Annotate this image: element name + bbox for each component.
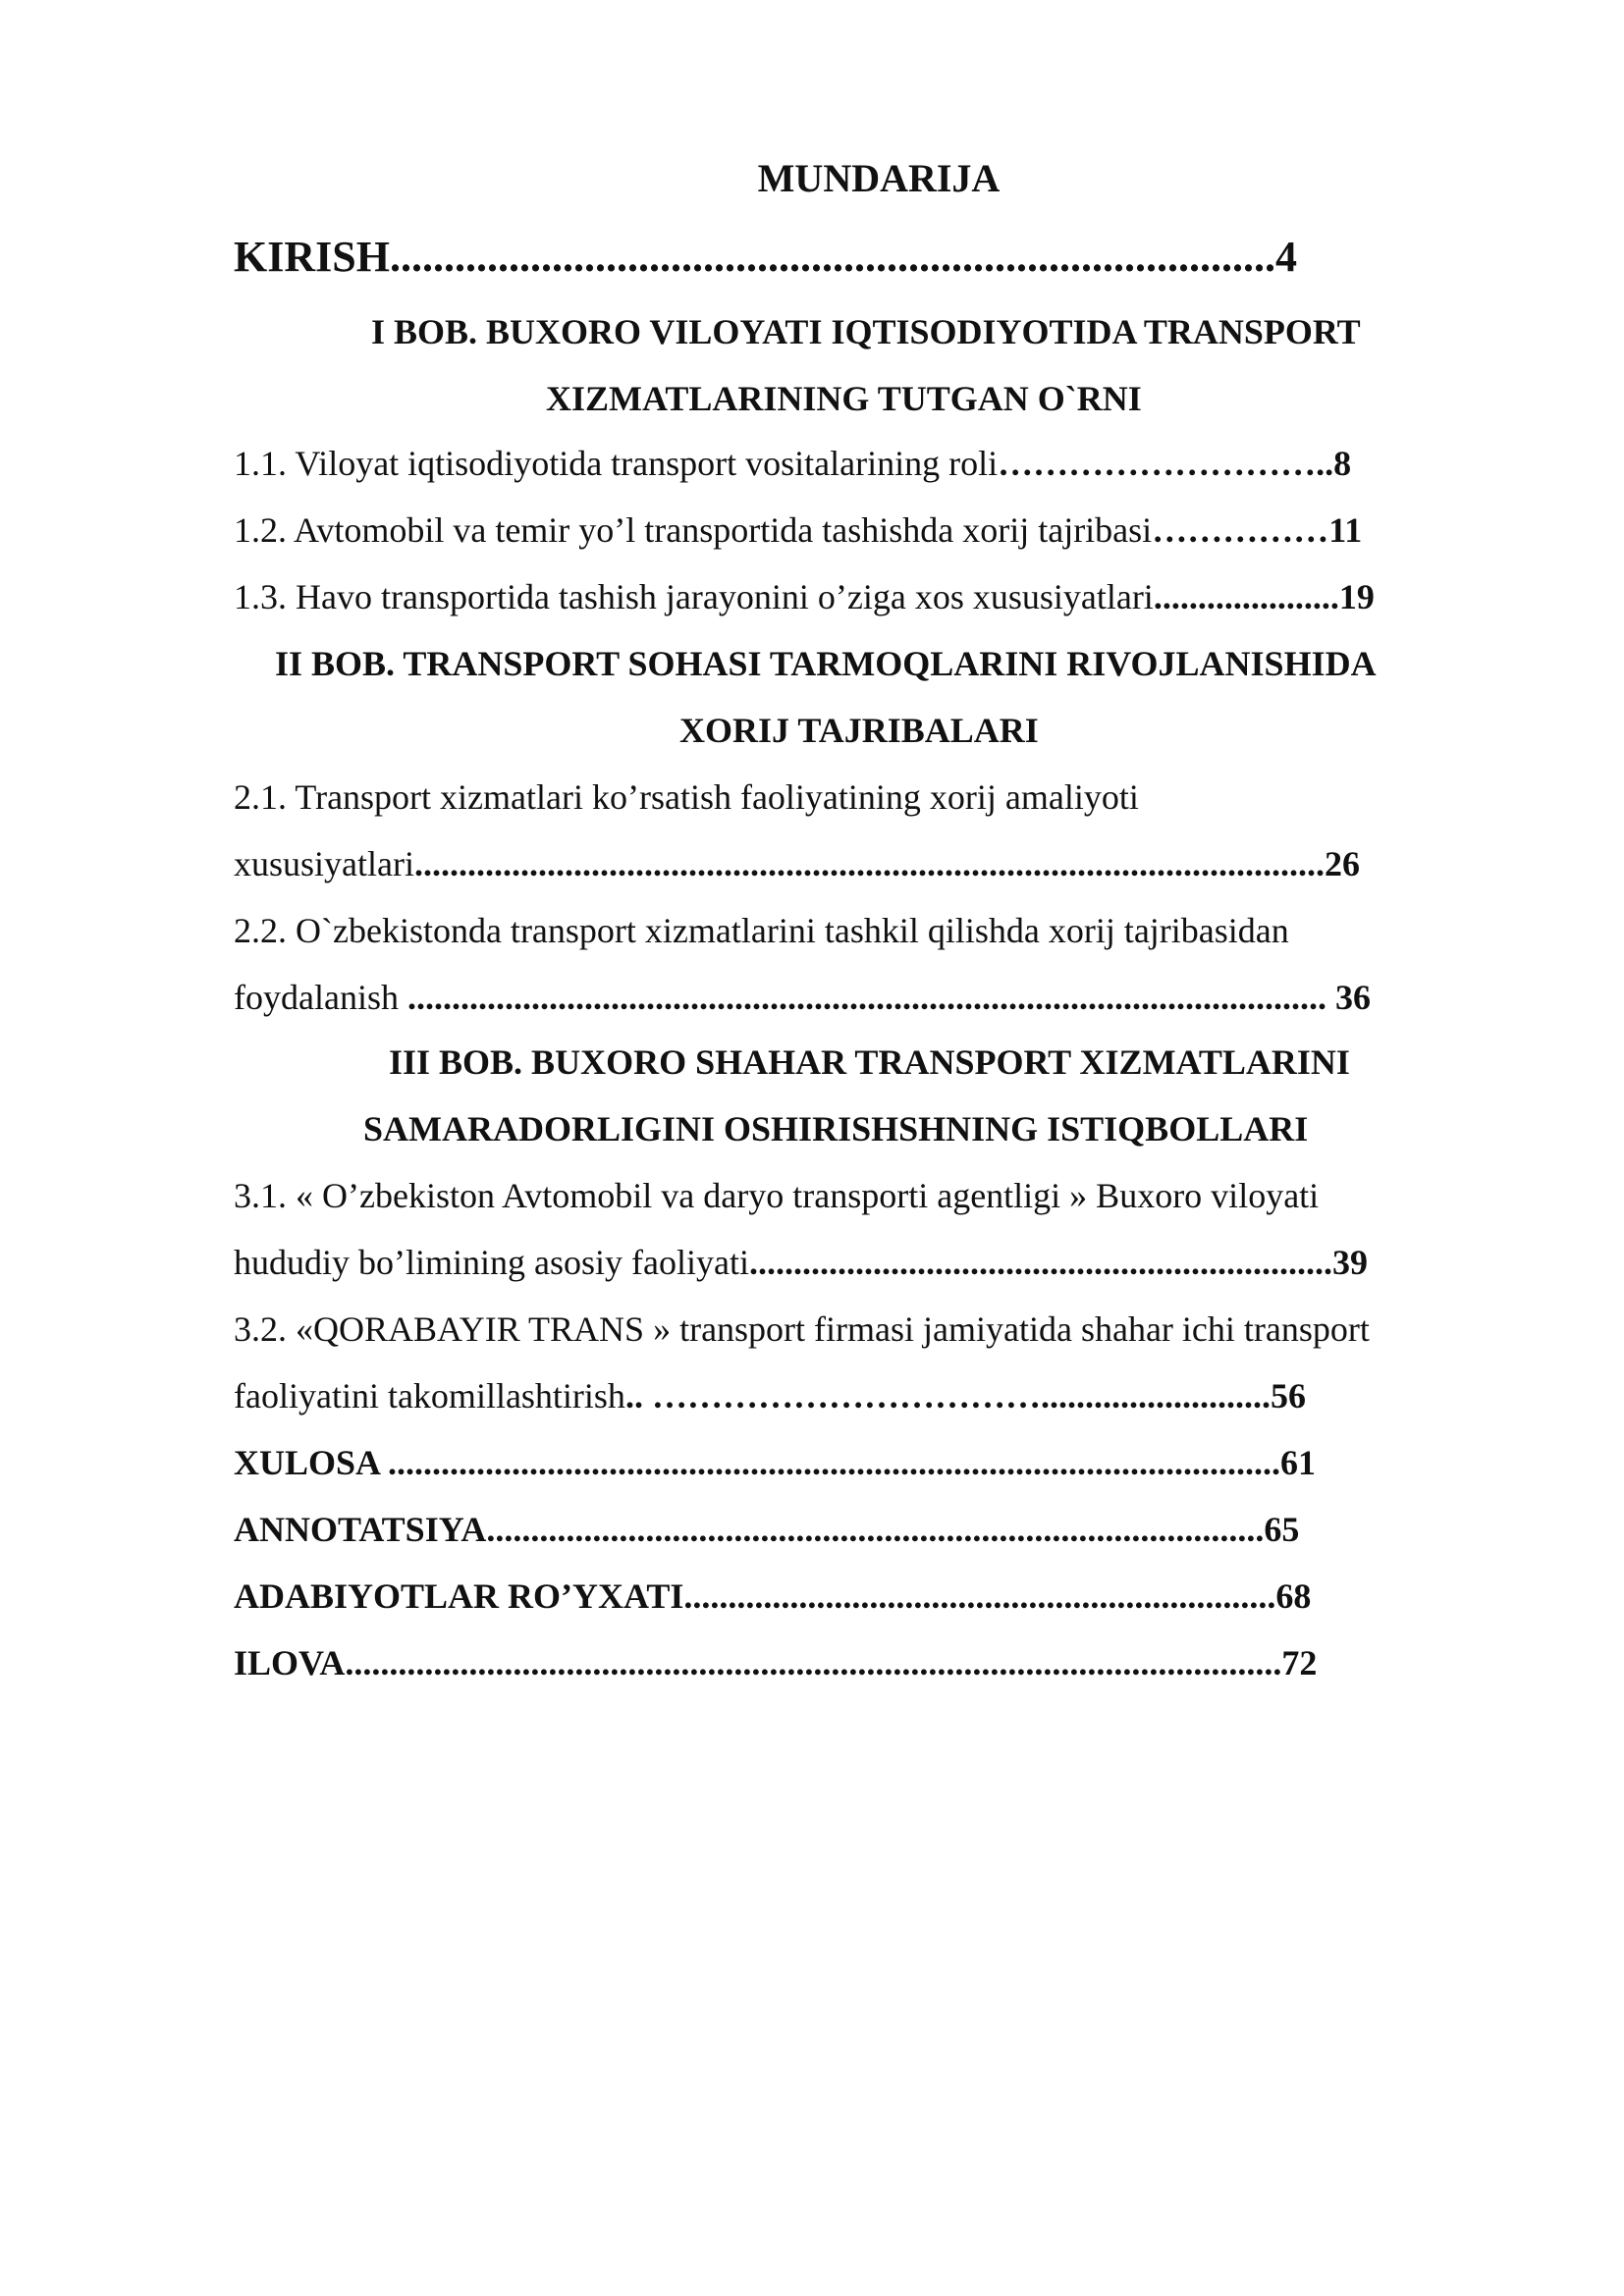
toc-entry-3-1-line-2: [234, 1241, 1368, 1284]
toc-page-number: 36: [1334, 978, 1371, 1017]
toc-leader: ………………………..: [998, 444, 1334, 483]
toc-entry-label: ADABIYOTLAR RO’YXATI: [234, 1576, 684, 1616]
toc-entry-2-2-line-2: [234, 976, 1371, 1019]
toc-entry-label: ILOVA: [234, 1643, 346, 1682]
toc-leader: .....................................................................................................: [388, 1443, 1281, 1482]
toc-entry-3-2-line-1: 3.2. «QORABAYIR TRANS » transport firmasi jamiyatida shahar ichi transport: [234, 1309, 1370, 1349]
toc-page-number: 4: [1274, 233, 1297, 281]
toc-leader: ..........................................................................................................: [345, 1643, 1282, 1682]
toc-leader: .. ……………………………..........................: [624, 1376, 1271, 1415]
toc-page-number: 68: [1275, 1576, 1312, 1616]
toc-entry-2-1-line-1: 2.1. Transport xizmatlari ko’rsatish faoliyatining xorij amaliyoti: [234, 777, 1139, 817]
toc-page-number: 61: [1280, 1443, 1317, 1482]
chapter-heading-2-line-1: II BOB. TRANSPORT SOHASI TARMOQLARINI RIVOJLANISHIDA: [275, 644, 1377, 683]
toc-page-number: 72: [1281, 1643, 1318, 1682]
toc-page-number: 65: [1264, 1510, 1300, 1549]
toc-entry-label: xususiyatlari: [234, 844, 414, 883]
toc-entry-label: 1.2. Avtomobil va temir yo’l transportida tashishda xorij tajribasi: [234, 510, 1153, 550]
toc-page-number: 19: [1338, 577, 1375, 616]
toc-entry-label: hududiy bo’limining asosiy faoliyati: [234, 1243, 749, 1282]
toc-leader: .....................: [1153, 577, 1339, 616]
toc-entry-2-1-line-2: [234, 842, 1360, 885]
chapter-heading-3-line-2: SAMARADORLIGINI OSHIRISHSHNING ISTIQBOLLARI: [363, 1109, 1309, 1148]
toc-leader: ..................................................................: [748, 1243, 1332, 1282]
chapter-heading-2-line-2: XORIJ TAJRIBALARI: [679, 711, 1039, 750]
toc-leader: .......................................................................................................: [413, 844, 1325, 883]
toc-entry-3-1-line-1: 3.1. « O’zbekiston Avtomobil va daryo transporti agentligi » Buxoro viloyati: [234, 1176, 1320, 1215]
toc-entry-2-2-line-1: 2.2. O`zbekistonda transport xizmatlarini tashkil qilishda xorij tajribasidan: [234, 911, 1289, 950]
toc-leader: ...................................................................: [683, 1576, 1276, 1616]
toc-entry-label: foydalanish: [234, 978, 407, 1017]
toc-leader: ……………: [1152, 510, 1329, 550]
toc-entry-ilova: [234, 1641, 1317, 1684]
toc-page-number: 26: [1324, 844, 1360, 883]
toc-entry-label: KIRISH: [234, 233, 390, 281]
toc-leader: ........................................................................................................: [406, 978, 1335, 1017]
toc-entry-annotatsiya: [234, 1508, 1299, 1551]
toc-entry-label: faoliyatini takomillashtirish: [234, 1376, 625, 1415]
toc-entry-xulosa: [234, 1441, 1316, 1484]
toc-entry-adabiyotlar: [234, 1575, 1311, 1618]
toc-page-number: 11: [1328, 510, 1363, 550]
toc-entry-label: 1.3. Havo transportida tashish jarayonini o’ziga xos xususiyatlari: [234, 577, 1154, 616]
toc-entry-kirish: [234, 232, 1297, 283]
toc-entry-1-3: [234, 575, 1375, 618]
toc-entry-3-2-line-2: [234, 1374, 1306, 1417]
toc-leader: ..................................................................................: [389, 233, 1275, 281]
toc-entry-label: XULOSA: [234, 1443, 389, 1482]
chapter-heading-3-line-1: III BOB. BUXORO SHAHAR TRANSPORT XIZMATLARINI: [389, 1042, 1350, 1082]
toc-entry-1-2: [234, 508, 1362, 552]
toc-entry-1-1: [234, 442, 1351, 485]
chapter-heading-1-line-1: I BOB. BUXORO VILOYATI IQTISODIYOTIDA TRANSPORT: [371, 312, 1361, 351]
toc-page-number: 8: [1333, 444, 1352, 483]
toc-entry-label: ANNOTATSIYA: [234, 1510, 487, 1549]
chapter-heading-1-line-2: XIZMATLARINING TUTGAN O`RNI: [546, 379, 1142, 418]
toc-page-number: 39: [1331, 1243, 1368, 1282]
page-title: MUNDARIJA: [757, 156, 1001, 200]
toc-entry-label: 1.1. Viloyat iqtisodiyotida transport vositalarining roli: [234, 444, 999, 483]
toc-page-number: 56: [1270, 1376, 1306, 1415]
toc-leader: ........................................................................................: [486, 1510, 1265, 1549]
